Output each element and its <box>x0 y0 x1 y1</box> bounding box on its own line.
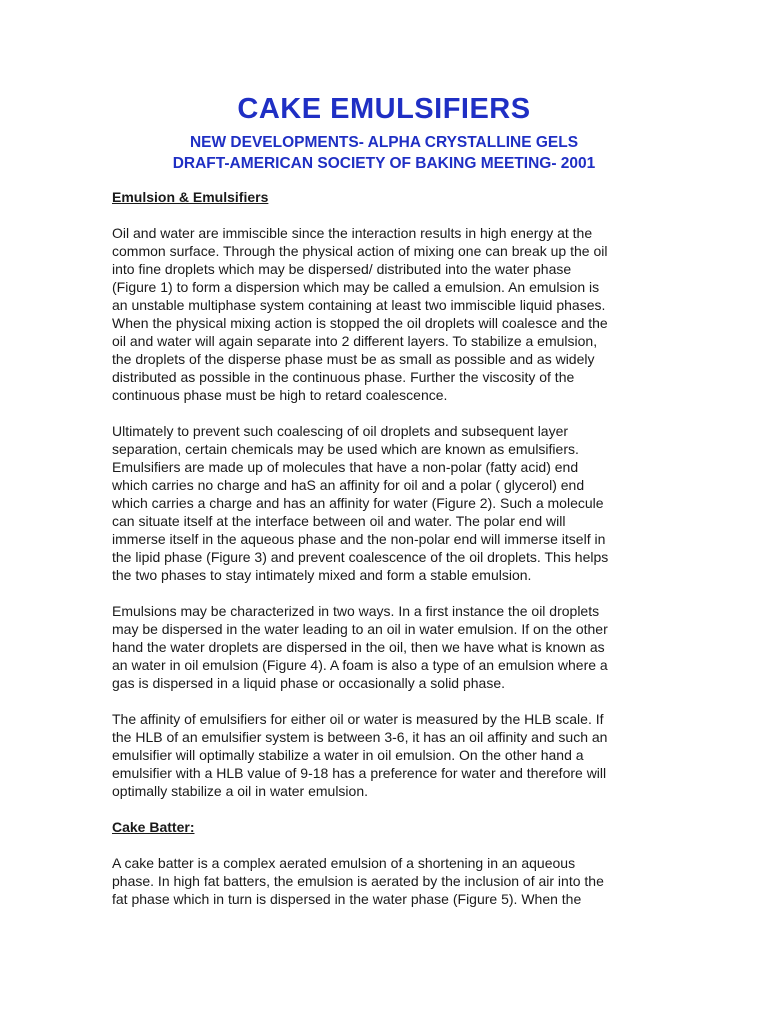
paragraph: The affinity of emulsifiers for either oil or water is measured by the HLB scale. If the HLB of an emulsifier system is between 3-6, it has an oil affinity and such an emulsifier will optimally stabilize a water in oil emulsion. On the other hand a emulsifier with a HLB value of 9-18 has a preference for water and therefore will optimally stabilize a oil in water emulsion. <box>112 711 608 799</box>
document-subtitle-line-2: DRAFT-AMERICAN SOCIETY OF BAKING MEETING- 2001 <box>172 155 596 172</box>
document-title: CAKE EMULSIFIERS <box>237 93 531 125</box>
paragraph: Ultimately to prevent such coalescing of oil droplets and subsequent layer separation, certain chemicals may be used which are known as emulsifiers. Emulsifiers are made up of molecules that have a non-polar (fatty acid) end which carries no charge and haS an affinity for oil and a polar ( glycerol) end which carries a charge and has an affinity for water (Figure 2). Such a molecule can situate itself at the interface between oil and water. The polar end will immerse itself in the aqueous phase and the non-polar end will immerse itself in the lipid phase (Figure 3) and prevent coalescence of the oil droplets. This helps the two phases to stay intimately mixed and form a stable emulsion. <box>112 423 609 583</box>
paragraph: A cake batter is a complex aerated emulsion of a shortening in an aqueous phase. In high fat batters, the emulsion is aerated by the inclusion of air into the fat phase which in turn is dispersed in the water phase (Figure 5). When the <box>112 855 604 907</box>
section-heading: Emulsion & Emulsifiers <box>112 189 269 205</box>
section-cake-batter <box>112 818 656 908</box>
paragraph: Emulsions may be characterized in two ways. In a first instance the oil droplets may be dispersed in the water leading to an oil in water emulsion. If on the other hand the water droplets are dispersed in the oil, then we have what is known as an water in oil emulsion (Figure 4). A foam is also a type of an emulsion where a gas is dispersed in a liquid phase or occasionally a solid phase. <box>112 603 608 691</box>
document-header <box>112 92 656 174</box>
section-heading: Cake Batter: <box>112 819 195 835</box>
paragraph: Oil and water are immiscible since the interaction results in high energy at the common surface. Through the physical action of mixing one can break up the oil into fine droplets which may be dispersed/ distributed into the water phase (Figure 1) to form a dispersion which may be called a emulsion. An emulsion is an unstable multiphase system containing at least two immiscible liquid phases. When the physical mixing action is stopped the oil droplets will coalesce and the oil and water will again separate into 2 different layers. To stabilize a emulsion, the droplets of the disperse phase must be as small as possible and as widely distributed as possible in the continuous phase. Further the viscosity of the continuous phase must be high to retard coalescence. <box>112 225 608 403</box>
section-emulsion-emulsifiers <box>112 188 656 800</box>
document-subtitle-line-1: NEW DEVELOPMENTS- ALPHA CRYSTALLINE GELS <box>189 134 579 151</box>
